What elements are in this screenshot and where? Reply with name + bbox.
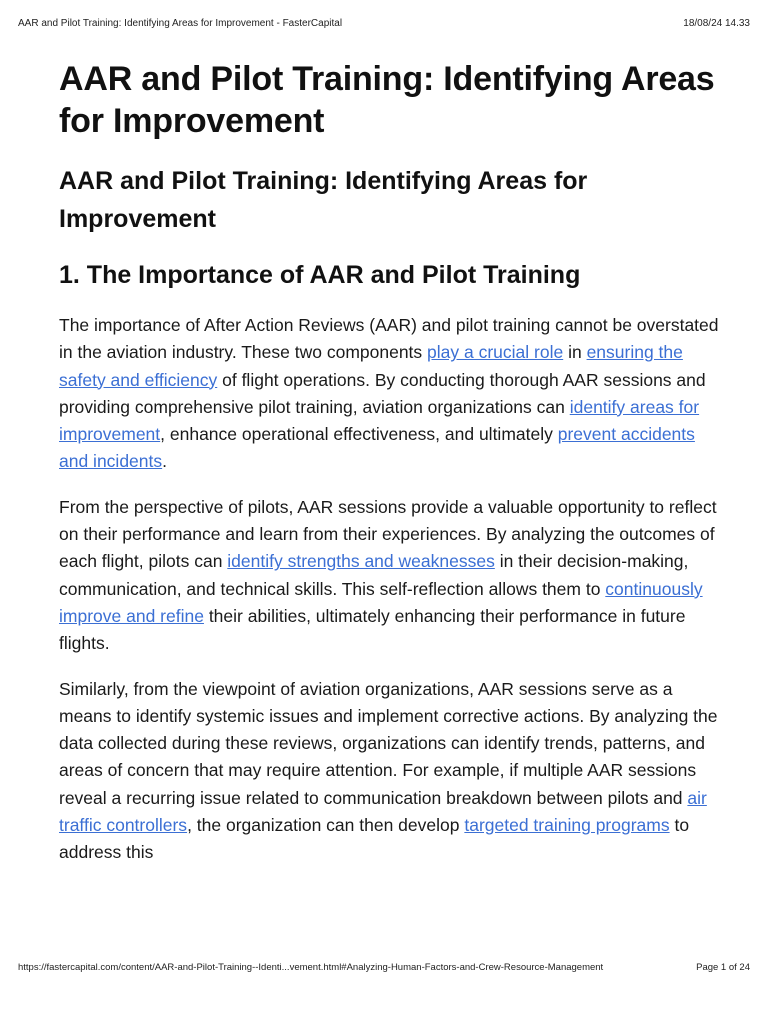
link-continuously-improve-refine[interactable]: continuously improve and refine bbox=[59, 578, 703, 626]
paragraph-2 bbox=[59, 494, 719, 658]
print-footer-url: https://fastercapital.com/content/AAR-and-Pilot-Training--Identi...vement.html#Analyzing-Human-Factors-and-Crew-Resource-Management bbox=[18, 962, 604, 973]
article bbox=[59, 58, 719, 867]
paragraph-text: Similarly, from the viewpoint of aviation organizations, AAR sessions serve as a means to identify systemic issues and implement corrective actions. By analyzing the data collected during these reviews, organizations can identify trends, patterns, and areas of concern that may require attention. For example, if multiple AAR sessions reveal a recurring issue related to communication breakdown between pilots and bbox=[59, 678, 718, 808]
link-prevent-accidents-incidents[interactable]: prevent accidents and incidents bbox=[59, 424, 695, 472]
print-header-title: AAR and Pilot Training: Identifying Areas for Improvement - FasterCapital bbox=[18, 18, 343, 29]
link-ensuring-safety-efficiency[interactable]: ensuring the safety and efficiency bbox=[59, 342, 683, 390]
section-heading: 1. The Importance of AAR and Pilot Training bbox=[59, 261, 581, 289]
link-air-traffic-controllers[interactable]: air traffic controllers bbox=[59, 787, 707, 836]
paragraph-text: their abilities, ultimately enhancing their performance in future flights. bbox=[59, 605, 686, 654]
paragraph-1 bbox=[59, 312, 719, 476]
paragraph-text: , the organization can then develop bbox=[187, 815, 465, 836]
paragraph-3 bbox=[59, 676, 719, 867]
paragraph-text: . bbox=[162, 451, 168, 472]
print-footer-page-number: Page 1 of 24 bbox=[696, 962, 750, 973]
link-identify-areas-for-improvement[interactable]: identify areas for improvement bbox=[59, 396, 700, 445]
link-targeted-training-programs[interactable]: targeted training programs bbox=[464, 815, 670, 836]
paragraph-text: , enhance operational effectiveness, and ultimately bbox=[160, 424, 558, 445]
paragraph-text: to address this bbox=[59, 815, 690, 863]
paragraph-text: of flight operations. By conducting thorough AAR sessions and providing comprehensive pilot training, aviation organizations can bbox=[59, 369, 706, 417]
page-title: AAR and Pilot Training: Identifying Areas for Improvement bbox=[59, 60, 715, 140]
paragraph-text: The importance of After Action Reviews (AAR) and pilot training cannot be overstated in the aviation industry. These two components bbox=[59, 315, 719, 363]
paragraph-text: in bbox=[563, 342, 587, 363]
paragraph-text: in their decision-making, communication, and technical skills. This self-reflection allows them to bbox=[59, 551, 689, 599]
paragraph-text: From the perspective of pilots, AAR sessions provide a valuable opportunity to reflect on their performance and learn from their experiences. By analyzing the outcomes of each flight, pilots can bbox=[59, 496, 717, 572]
print-header-datetime: 18/08/24 14.33 bbox=[683, 18, 750, 29]
link-identify-strengths-weaknesses[interactable]: identify strengths and weaknesses bbox=[227, 551, 495, 572]
link-play-a-crucial-role[interactable]: play a crucial role bbox=[427, 342, 564, 363]
article-subtitle: AAR and Pilot Training: Identifying Areas for Improvement bbox=[59, 167, 588, 233]
print-footer bbox=[18, 962, 750, 973]
print-header bbox=[18, 18, 750, 29]
